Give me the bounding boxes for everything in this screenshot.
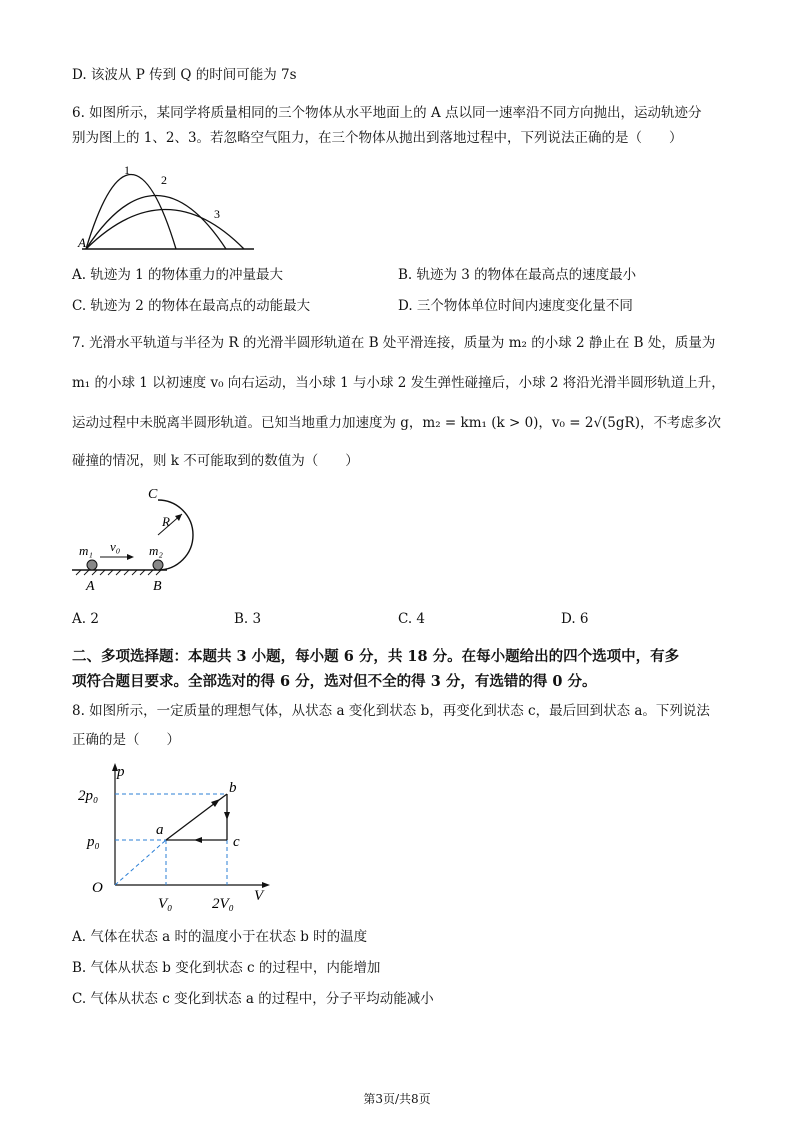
q7-track-figure [72, 484, 212, 599]
section2-heading-line2: 项符合题目要求。全部选对的得 6 分，选对但不全的得 3 分，有选错的得 0 分。 [72, 673, 597, 690]
label-1: 1 [124, 163, 130, 177]
q8-stem-line1: 8. 如图所示，一定质量的理想气体，从状态 a 变化到状态 b，再变化到状态 c，最后回到状态 a。下列说法 [72, 703, 710, 719]
label-2: 2 [161, 173, 167, 187]
state-a-label: a [156, 822, 164, 838]
point-c-label: C [148, 487, 158, 502]
arrow-c-to-a [194, 837, 202, 843]
q6-option-a: A. 轨迹为 1 的物体重力的冲量最大 [72, 267, 284, 283]
q6-stem-line2: 别为图上的 1、2、3。若忽略空气阻力，在三个物体从抛出到落地过程中，下列说法正确的是（ ） [72, 130, 683, 146]
y-tick-2p0: 2p₀ [78, 788, 99, 804]
state-b-label: b [229, 780, 237, 796]
point-a-label: A [78, 235, 86, 250]
trajectory-2 [86, 196, 226, 250]
v-axis-arrowhead [262, 882, 270, 888]
x-tick-v0: V₀ [158, 896, 173, 912]
section2-heading-line1: 二、多项选择题：本题共 3 小题，每小题 6 分，共 18 分。在每小题给出的四个选项中，有多 [72, 648, 680, 665]
radius-arrowhead [175, 514, 182, 521]
q6-option-c: C. 轨迹为 2 的物体在最高点的动能最大 [72, 298, 311, 314]
semicircle-track [158, 500, 193, 570]
velocity-arrowhead [127, 554, 134, 560]
q6-stem-line1: 6. 如图所示，某同学将质量相同的三个物体从水平地面上的 A 点以同一速率沿不同方向抛出，运动轨迹分 [72, 105, 702, 121]
ball-1 [87, 560, 97, 570]
v0-label: v₀ [110, 539, 121, 554]
q6-option-b: B. 轨迹为 3 的物体在最高点的速度最小 [398, 267, 637, 283]
q8-stem-line2: 正确的是（ ） [72, 732, 180, 748]
origin-label: O [92, 880, 103, 896]
page-footer: 第3页/共8页 [363, 1092, 431, 1106]
q7-stem-line3: 运动过程中未脱离半圆形轨道。已知当地重力加速度为 g，m₂ = km₁ (k > 0)，v₀ = 2√(5gR)，不考虑多次 [72, 415, 721, 431]
v-axis-label: V [254, 888, 264, 904]
label-3: 3 [214, 207, 220, 221]
y-tick-p0: p₀ [87, 834, 100, 850]
q7-stem-line4: 碰撞的情况，则 k 不可能取到的数值为（ ） [72, 453, 359, 469]
q7-option-d: D. 6 [561, 611, 589, 627]
point-a-label: A [86, 579, 95, 594]
q5-option-d: D. 该波从 P 传到 Q 的时间可能为 7s [72, 67, 297, 83]
arrow-b-to-c [224, 812, 230, 820]
q7-stem-line1: 7. 光滑水平轨道与半径为 R 的光滑半圆形轨道在 B 处平滑连接，质量为 m₂ 的小球 2 静止在 B 处，质量为 [72, 335, 716, 351]
x-tick-2v0: 2V₀ [212, 896, 234, 912]
q7-option-b: B. 3 [234, 611, 262, 627]
ground-hatching [76, 570, 161, 575]
q7-option-c: C. 4 [398, 611, 426, 627]
q8-option-a: A. 气体在状态 a 时的温度小于在状态 b 时的温度 [72, 929, 368, 945]
q7-stem-line2: m₁ 的小球 1 以初速度 v₀ 向右运动，当小球 1 与小球 2 发生弹性碰撞后，小球 2 将沿光滑半圆形轨道上升， [72, 375, 725, 391]
m1-label: m₁ [79, 543, 93, 558]
q8-pv-diagram [70, 758, 280, 916]
ball-2 [153, 560, 163, 570]
p-axis-label: p [117, 764, 125, 780]
q6-option-d: D. 三个物体单位时间内速度变化量不同 [398, 298, 633, 314]
q8-option-b: B. 气体从状态 b 变化到状态 c 的过程中，内能增加 [72, 960, 381, 976]
point-b-label: B [153, 579, 162, 594]
state-c-label: c [233, 834, 240, 850]
q6-trajectory-figure [76, 160, 266, 255]
q8-option-c: C. 气体从状态 c 变化到状态 a 的过程中，分子平均动能减小 [72, 991, 434, 1007]
m2-label: m₂ [149, 543, 163, 558]
radius-label: R [162, 514, 170, 529]
q7-option-a: A. 2 [72, 611, 99, 627]
